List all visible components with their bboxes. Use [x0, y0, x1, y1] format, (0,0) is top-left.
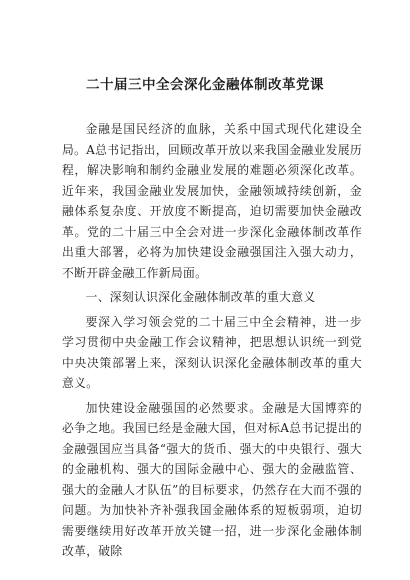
- document-title: 二十届三中全会深化金融体制改革党课: [86, 77, 324, 93]
- section-paragraph: 要深入学习领会党的二十届三中全会精神，进一步学习贯彻中央金融工作会议精神，把思想认识统一到党中央决策部署上来，深刻认识深化金融体制改革的重大意义。: [62, 314, 362, 390]
- section-paragraph: 加快建设金融强国的必然要求。金融是大国博弈的必争之地。我国已经是金融大国，但对标A总书记提出的金融强国应当具备“强大的货币、强大的中央银行、强大的金融机构、强大的国际金融中心、强大的金融监管、强大的金融人才队伍”的目标要求，仍然存在大而不强的问题。为加快补齐补强我国金融体系的短板弱项，迫切需要继续用好改革开放关键一招，进一步深化金融体制改革，破除: [62, 400, 362, 558]
- document-body: [62, 119, 362, 566]
- intro-paragraph: 金融是国民经济的血脉，关系中国式现代化建设全局。A总书记指出，回顾改革开放以来我国金融业发展历程，解决影响和制约金融业发展的难题必须深化改革。近年来，我国金融业发展加快，金融领域持续创新，金融体系复杂度、开放度不断提高，迫切需要加快金融改革。党的二十届三中全会对进一步深化金融体制改革作出重大部署，必将为加快建设金融强国注入强大动力，不断开辟金融工作新局面。: [62, 122, 362, 280]
- section-heading: 一、深刻认识深化金融体制改革的重大意义: [85, 290, 316, 304]
